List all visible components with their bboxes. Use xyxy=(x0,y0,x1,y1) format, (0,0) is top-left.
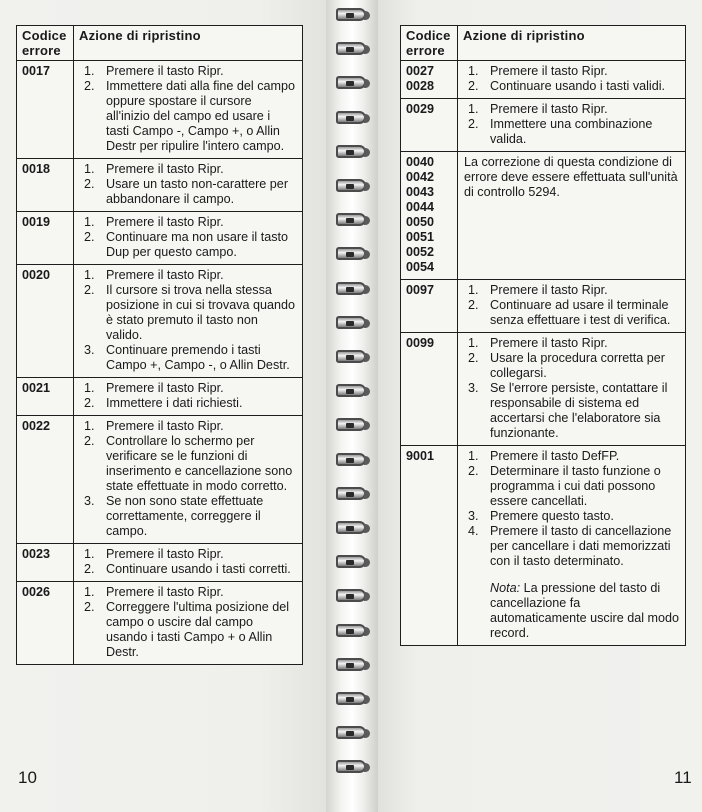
step-number: 2. xyxy=(468,117,479,131)
binding-coil xyxy=(336,418,366,431)
list-item xyxy=(80,562,296,577)
step-number: 1. xyxy=(84,547,95,561)
table-row xyxy=(17,212,303,265)
step-text: Il cursore si trova nella stessa posizione in cui si trovava quando è stato premuto il tasto non valido. xyxy=(106,283,296,342)
step-text: Premere il tasto Ripr. xyxy=(106,162,224,176)
step-text: Premere il tasto Ripr. xyxy=(490,336,608,350)
recovery-action-cell xyxy=(74,212,303,265)
list-item xyxy=(464,336,679,351)
recovery-action-cell xyxy=(74,582,303,665)
error-code: 0043 xyxy=(406,185,435,199)
step-number: 2. xyxy=(84,434,95,448)
step-number: 1. xyxy=(84,64,95,78)
error-code: 0040 xyxy=(406,155,435,169)
table-row xyxy=(17,544,303,582)
error-code: 0027 xyxy=(406,64,435,78)
error-code-cell xyxy=(17,159,74,212)
recovery-action-cell xyxy=(458,152,686,280)
step-text: Premere il tasto Ripr. xyxy=(490,283,608,297)
binding-coil xyxy=(336,453,366,466)
binding-coil xyxy=(336,8,366,21)
step-number: 2. xyxy=(84,600,95,614)
list-item xyxy=(464,283,679,298)
header-action: Azione di ripristino xyxy=(458,26,686,61)
binding-coil xyxy=(336,76,366,89)
error-code: 0099 xyxy=(406,336,435,350)
error-code: 0028 xyxy=(406,79,435,93)
header-action: Azione di ripristino xyxy=(74,26,303,61)
step-number: 4. xyxy=(468,524,479,538)
list-item xyxy=(464,298,679,328)
binding-coil xyxy=(336,487,366,500)
steps-list xyxy=(464,449,679,569)
error-code: 0029 xyxy=(406,102,435,116)
table-row xyxy=(17,61,303,159)
list-item xyxy=(80,268,296,283)
steps-list xyxy=(464,283,679,328)
list-item xyxy=(464,351,679,381)
table-row xyxy=(401,61,686,99)
error-code-cell xyxy=(17,582,74,665)
error-code: 0097 xyxy=(406,283,435,297)
list-item xyxy=(80,494,296,539)
step-text: Controllare lo schermo per verificare se le funzioni di inserimento e cancellazione sono state effettuate in modo corretto. xyxy=(106,434,293,493)
list-item xyxy=(80,283,296,343)
steps-list xyxy=(80,381,296,411)
steps-list xyxy=(80,162,296,207)
error-code: 0052 xyxy=(406,245,435,259)
page-number-left: 10 xyxy=(18,768,37,787)
step-text: Usare la procedura corretta per collegarsi. xyxy=(490,351,665,380)
list-item xyxy=(464,64,679,79)
error-code-cell xyxy=(401,152,458,280)
step-number: 1. xyxy=(468,283,479,297)
step-number: 3. xyxy=(468,381,479,395)
step-number: 1. xyxy=(84,215,95,229)
step-number: 2. xyxy=(468,79,479,93)
recovery-action-cell xyxy=(458,446,686,646)
step-text: Correggere l'ultima posizione del campo o uscire dal campo usando i tasti Campo + o Allin Destr. xyxy=(106,600,290,659)
recovery-action-cell xyxy=(458,280,686,333)
list-item xyxy=(464,509,679,524)
step-number: 2. xyxy=(468,298,479,312)
list-item xyxy=(80,177,296,207)
list-item xyxy=(80,381,296,396)
binding-coil xyxy=(336,760,366,773)
step-text: Continuare premendo i tasti Campo +, Campo -, o Allin Destr. xyxy=(106,343,290,372)
error-code: 0018 xyxy=(22,162,51,176)
error-code: 0042 xyxy=(406,170,435,184)
step-number: 1. xyxy=(84,419,95,433)
table-row xyxy=(17,378,303,416)
steps-list xyxy=(80,419,296,539)
error-code-cell xyxy=(17,212,74,265)
error-code: 0023 xyxy=(22,547,51,561)
recovery-action-cell xyxy=(74,265,303,378)
step-number: 1. xyxy=(84,162,95,176)
step-text: Se l'errore persiste, contattare il responsabile di sistema ed accertarsi che l'elaboratore sia funzionante. xyxy=(490,381,668,440)
step-text: Determinare il tasto funzione o programma i cui dati possono essere cancellati. xyxy=(490,464,661,508)
binding-coil xyxy=(336,247,366,260)
table-row xyxy=(401,280,686,333)
error-code: 0044 xyxy=(406,200,435,214)
step-text: Continuare ma non usare il tasto Dup per questo campo. xyxy=(106,230,289,259)
list-item xyxy=(464,381,679,441)
list-item xyxy=(464,464,679,509)
step-number: 2. xyxy=(84,79,95,93)
list-item xyxy=(80,419,296,434)
step-text: Immettere i dati richiesti. xyxy=(106,396,243,410)
list-item xyxy=(80,343,296,373)
recovery-action-cell xyxy=(74,159,303,212)
list-item xyxy=(80,64,296,79)
step-text: Immettere dati alla fine del campo oppure spostare il cursore all'inizio del campo ed usare i tasti Campo -, Campo +, o Allin Destr per ripulire l'intero campo. xyxy=(106,79,295,153)
step-number: 1. xyxy=(468,336,479,350)
step-number: 1. xyxy=(468,102,479,116)
binding-coil xyxy=(336,521,366,534)
binding-coil xyxy=(336,282,366,295)
steps-list xyxy=(80,547,296,577)
error-code: 0019 xyxy=(22,215,51,229)
list-item xyxy=(80,600,296,660)
binding-coil xyxy=(336,589,366,602)
step-number: 3. xyxy=(84,494,95,508)
note xyxy=(490,581,679,641)
error-code-cell xyxy=(17,544,74,582)
list-item xyxy=(80,79,296,154)
step-text: Premere il tasto DefFP. xyxy=(490,449,620,463)
step-number: 2. xyxy=(84,562,95,576)
binding-coil xyxy=(336,316,366,329)
error-code: 0051 xyxy=(406,230,435,244)
steps-list xyxy=(464,102,679,147)
step-text: Immettere una combinazione valida. xyxy=(490,117,653,146)
step-number: 2. xyxy=(84,283,95,297)
binding-coil xyxy=(336,111,366,124)
binding-coil xyxy=(336,658,366,671)
list-item xyxy=(80,547,296,562)
step-text: Premere questo tasto. xyxy=(490,509,614,523)
table-row xyxy=(17,582,303,665)
step-text: Usare un tasto non-carattere per abbandonare il campo. xyxy=(106,177,289,206)
left-page xyxy=(0,0,326,812)
step-text: Continuare usando i tasti validi. xyxy=(490,79,666,93)
step-number: 2. xyxy=(84,396,95,410)
table-row xyxy=(401,333,686,446)
left-error-code-table xyxy=(16,25,303,665)
steps-list xyxy=(464,64,679,94)
binding-coil xyxy=(336,692,366,705)
binding-coil xyxy=(336,42,366,55)
steps-list xyxy=(80,585,296,660)
binding-coil xyxy=(336,726,366,739)
recovery-action-cell xyxy=(74,378,303,416)
list-item xyxy=(80,585,296,600)
binding-coil xyxy=(336,555,366,568)
step-number: 1. xyxy=(84,381,95,395)
recovery-action-cell xyxy=(458,61,686,99)
binding-coil xyxy=(336,213,366,226)
step-text: Premere il tasto Ripr. xyxy=(490,102,608,116)
spiral-binding xyxy=(326,0,378,812)
error-code-cell xyxy=(17,378,74,416)
step-text: Premere il tasto Ripr. xyxy=(490,64,608,78)
steps-list xyxy=(464,336,679,441)
right-page xyxy=(378,0,702,812)
error-code: 0021 xyxy=(22,381,51,395)
error-code: 0020 xyxy=(22,268,51,282)
step-number: 1. xyxy=(84,268,95,282)
recovery-action-cell xyxy=(458,333,686,446)
error-code: 0050 xyxy=(406,215,435,229)
step-number: 2. xyxy=(468,464,479,478)
recovery-action-cell xyxy=(74,544,303,582)
error-code: 0054 xyxy=(406,260,435,274)
table-row xyxy=(401,99,686,152)
list-item xyxy=(80,162,296,177)
list-item xyxy=(464,79,679,94)
step-text: Premere il tasto Ripr. xyxy=(106,381,224,395)
header-code: Codice errore xyxy=(17,26,74,61)
step-text: Continuare ad usare il terminale senza effettuare i test di verifica. xyxy=(490,298,671,327)
step-text: Premere il tasto Ripr. xyxy=(106,419,224,433)
binding-coil xyxy=(336,179,366,192)
step-text: Premere il tasto Ripr. xyxy=(106,215,224,229)
step-text: Se non sono state effettuate correttamente, correggere il campo. xyxy=(106,494,264,538)
table-row xyxy=(17,265,303,378)
table-row xyxy=(401,152,686,280)
step-text: Premere il tasto di cancellazione per cancellare i dati memorizzati con il tasto determinato. xyxy=(490,524,672,568)
table-header-row xyxy=(17,26,303,61)
binding-coil xyxy=(336,350,366,363)
table-row xyxy=(401,446,686,646)
error-code-cell xyxy=(401,61,458,99)
error-code: 0022 xyxy=(22,419,51,433)
steps-list xyxy=(80,268,296,373)
error-code-cell xyxy=(17,416,74,544)
steps-list xyxy=(80,64,296,154)
error-code-cell xyxy=(17,61,74,159)
list-item xyxy=(464,524,679,569)
error-code-cell xyxy=(401,446,458,646)
error-code-cell xyxy=(17,265,74,378)
step-text: Continuare usando i tasti corretti. xyxy=(106,562,291,576)
step-text: Premere il tasto Ripr. xyxy=(106,547,224,561)
list-item xyxy=(80,434,296,494)
page-number-right: 11 xyxy=(674,768,692,787)
step-number: 3. xyxy=(468,509,479,523)
table-row xyxy=(17,159,303,212)
binding-coil xyxy=(336,384,366,397)
step-number: 2. xyxy=(84,177,95,191)
note-label: Nota: xyxy=(490,581,521,595)
table-header-row xyxy=(401,26,686,61)
binding-coil xyxy=(336,145,366,158)
recovery-action-cell xyxy=(458,99,686,152)
header-code: Codice errore xyxy=(401,26,458,61)
step-text: Premere il tasto Ripr. xyxy=(106,585,224,599)
list-item xyxy=(80,396,296,411)
error-code-cell xyxy=(401,280,458,333)
list-item xyxy=(80,230,296,260)
step-number: 2. xyxy=(468,351,479,365)
table-row xyxy=(17,416,303,544)
right-error-code-table xyxy=(400,25,686,646)
error-code-cell xyxy=(401,99,458,152)
step-number: 1. xyxy=(468,449,479,463)
error-code-cell xyxy=(401,333,458,446)
step-number: 3. xyxy=(84,343,95,357)
error-code: 0017 xyxy=(22,64,51,78)
step-text: Premere il tasto Ripr. xyxy=(106,64,224,78)
error-code: 0026 xyxy=(22,585,51,599)
step-number: 2. xyxy=(84,230,95,244)
list-item xyxy=(80,215,296,230)
error-code: 9001 xyxy=(406,449,435,463)
step-number: 1. xyxy=(468,64,479,78)
recovery-action-cell xyxy=(74,61,303,159)
list-item xyxy=(464,449,679,464)
action-paragraph: La correzione di questa condizione di errore deve essere effettuata sull'unità di controllo 5294. xyxy=(464,155,678,199)
binding-coil xyxy=(336,624,366,637)
step-text: Premere il tasto Ripr. xyxy=(106,268,224,282)
list-item xyxy=(464,102,679,117)
steps-list xyxy=(80,215,296,260)
recovery-action-cell xyxy=(74,416,303,544)
step-number: 1. xyxy=(84,585,95,599)
note-text: La pressione del tasto di cancellazione fa automaticamente uscire dal modo record. xyxy=(490,581,680,640)
list-item xyxy=(464,117,679,147)
